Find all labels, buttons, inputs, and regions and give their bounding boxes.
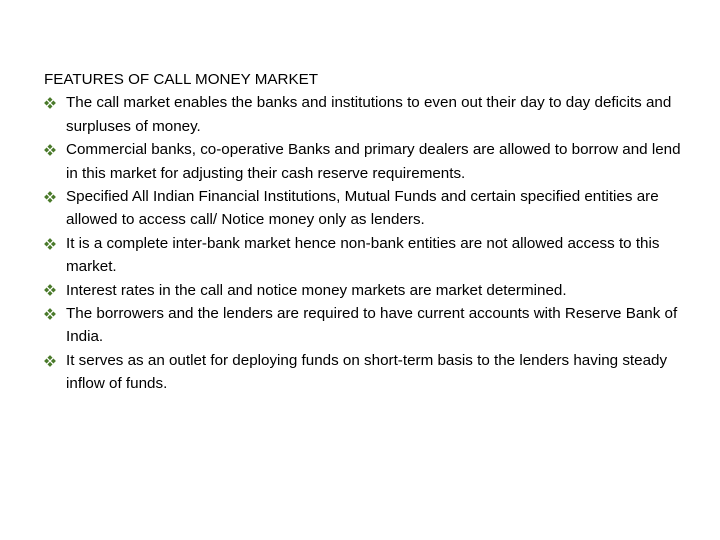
four-diamond-bullet-icon-glyph [44,97,56,109]
slide-heading: FEATURES OF CALL MONEY MARKET [44,71,318,88]
bullet-diamond [48,198,53,203]
feature-list [44,91,694,395]
list-item-text: It is a complete inter-bank market hence non-bank entities are not allowed access to this market. [66,234,660,276]
bullet-diamond [51,147,56,152]
list-item [44,279,694,302]
bullet-diamond [48,284,53,289]
bullet-diamond [44,147,49,152]
bullet-diamond [44,241,49,246]
list-item [44,185,694,232]
list-item-text: The borrowers and the lenders are required to have current accounts with Reserve Bank of India. [66,305,678,346]
bullet-diamond [48,191,53,196]
four-diamond-bullet-icon [44,138,58,161]
four-diamond-bullet-icon-glyph [44,284,56,296]
slide-content [44,68,694,396]
list-item [44,232,694,279]
bullet-diamond [51,194,56,199]
list-item-text: It serves as an outlet for deploying funds on short-term basis to the lenders having steady inflow of funds. [66,351,668,393]
bullet-diamond [48,97,53,102]
list-item [44,138,694,185]
list-item [44,302,694,349]
bullet-diamond [48,104,53,109]
list-item-text: Interest rates in the call and notice money markets are market determined. [66,281,567,299]
bullet-diamond [44,358,49,363]
bullet-diamond [51,311,56,316]
bullet-diamond [48,355,53,360]
four-diamond-bullet-icon-glyph [44,191,56,203]
four-diamond-bullet-icon [44,185,58,208]
bullet-diamond [48,291,53,296]
four-diamond-bullet-icon [44,91,58,114]
bullet-diamond [51,288,56,293]
list-item-text: The call market enables the banks and institutions to even out their day to day deficits and surpluses of money. [66,94,672,135]
bullet-diamond [44,288,49,293]
bullet-diamond [44,101,49,106]
four-diamond-bullet-icon [44,302,58,325]
bullet-diamond [51,101,56,106]
bullet-diamond [48,151,53,156]
four-diamond-bullet-icon [44,232,58,255]
list-item [44,349,694,396]
four-diamond-bullet-icon-glyph [44,308,56,320]
list-item-text: Specified All Indian Financial Institutions, Mutual Funds and certain specified entities are allowed to access call/ Notice money only as lenders. [66,188,659,229]
bullet-diamond [48,308,53,313]
four-diamond-bullet-icon [44,279,58,302]
four-diamond-bullet-icon [44,349,58,372]
bullet-diamond [48,244,53,249]
list-item-text: Commercial banks, co-operative Banks and primary dealers are allowed to borrow and lend in this market for adjusting their cash reserve requirements. [66,141,681,182]
list-item [44,91,694,138]
bullet-diamond [44,194,49,199]
bullet-diamond [48,144,53,149]
bullet-diamond [51,241,56,246]
four-diamond-bullet-icon-glyph [44,238,56,250]
four-diamond-bullet-icon-glyph [44,355,56,367]
bullet-diamond [48,315,53,320]
four-diamond-bullet-icon-glyph [44,144,56,156]
bullet-diamond [51,358,56,363]
bullet-diamond [48,238,53,243]
bullet-diamond [48,361,53,366]
bullet-diamond [44,311,49,316]
